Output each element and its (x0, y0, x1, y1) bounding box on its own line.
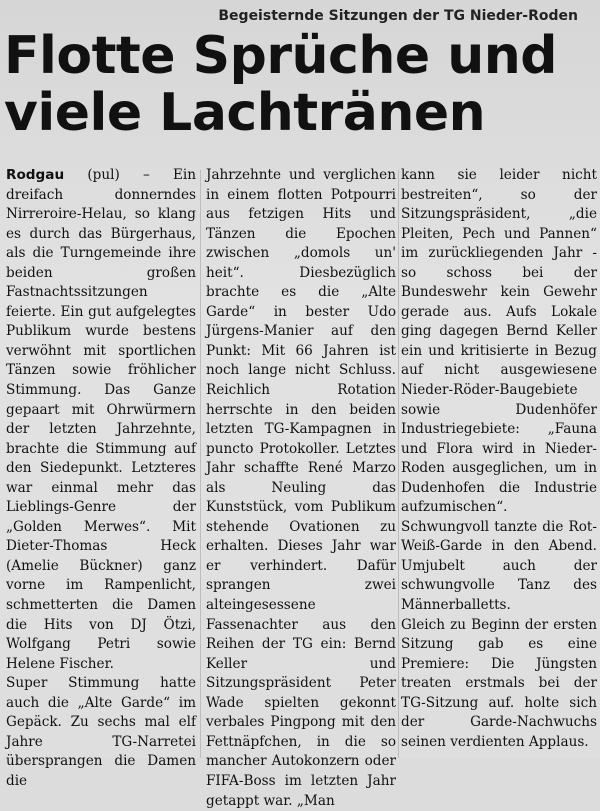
article-paragraph: Super Stimmung hatte auch die „Alte Garde“ im Gepäck. Zu sechs mal elf Jahre TG-Narretei übersprangen die Damen die (6, 675, 196, 789)
article-dateline: Rodgau (6, 167, 65, 183)
article-paragraph: Jahrzehnte und verglichen in einem flotten Potpourri aus fetzigen Hits und Tänzen die Epochen zwischen „domols un' heit“. Diesbezüglich brachte es die „Alte Garde“ in bester Udo Jürgens-Manier auf den Punkt: Mit 66 Jahren ist noch lange nicht Schluss. Reichlich Rotation herrschte in den beiden letzten TG-Kampagnen in puncto Protokoller. Letztes Jahr schaffte René Marzo als Neuling das Kunststück, vom Publikum stehende Ovationen zu erhalten. Dieses Jahr war er verhindert. Dafür sprangen zwei alteingesessene Fassenachter aus den Reihen der TG ein: Bernd Keller und Sitzungspräsident Peter Wade spielten gekonnt verbales Pingpong mit den Fettnäpfchen, in die so mancher Autokonzern oder FIFA-Boss im letzten Jahr getappt war. „Man (206, 167, 396, 809)
paragraph-text: (pul) – Ein dreifach donnerndes Nirreroire-Helau, so klang es durch das Bürgerhaus, als die Turngemeinde ihre beiden großen Fastnachtssitzungen feierte. Ein gut aufgelegtes Publikum wurde bestens verwöhnt mit sportlichen Tänzen sowie fröhlicher Stimmung. Das Ganze gepaart mit Ohrwürmern der letzten Jahrzehnte, brachte die Stimmung auf den Siedepunkt. Letzteres war einmal mehr das Lieblings-Genre der „Golden Merwes“. Mit Dieter-Thomas Heck (Amelie Bückner) ganz vorne im Rampenlicht, schmetterten die Damen die Hits von DJ Ötzi, Wolfgang Petri sowie Helene Fischer. (6, 167, 196, 672)
article-paragraph: Gleich zu Beginn der ersten Sitzung gab es eine Premiere: Die Jüngsten treaten erstmals bei der TG-Sitzung auf. holte sich der Garde-Nachwuchs seinen verdienten Applaus. (401, 616, 597, 750)
article-paragraph: kann sie leider nicht bestreiten“, so der Sitzungspräsident, „die Pleiten, Pech und Pannen“ im zurückliegenden Jahr - so schoss bei der Bundeswehr kein Gewehr gerade aus. Aufs Lokale ging dagegen Bernd Keller ein und kritisierte in Bezug auf nicht ausgewiesene Nieder-Röder-Baugebiete sowie Dudenhöfer Industriegebiete: „Fauna und Flora wird in Nieder-Roden ausgeglichen, um in Dudenhofen die Industrie aufzumischen“. (401, 167, 597, 516)
article-kicker: Begeisternde Sitzungen der TG Nieder-Roden (218, 8, 578, 24)
article-paragraph (6, 166, 196, 674)
article-headline: Flotte Sprüche und viele Lachtränen (4, 26, 557, 143)
column-divider (398, 170, 399, 758)
article-paragraph: Schwungvoll tanzte die Rot-Weiß-Garde in den Abend. Umjubelt auch der schwungvolle Tanz des Männerballetts. (401, 518, 597, 614)
column-divider (200, 170, 201, 758)
article-column-1 (6, 166, 196, 789)
article-column-2 (206, 166, 396, 809)
article-column-3 (401, 166, 597, 758)
